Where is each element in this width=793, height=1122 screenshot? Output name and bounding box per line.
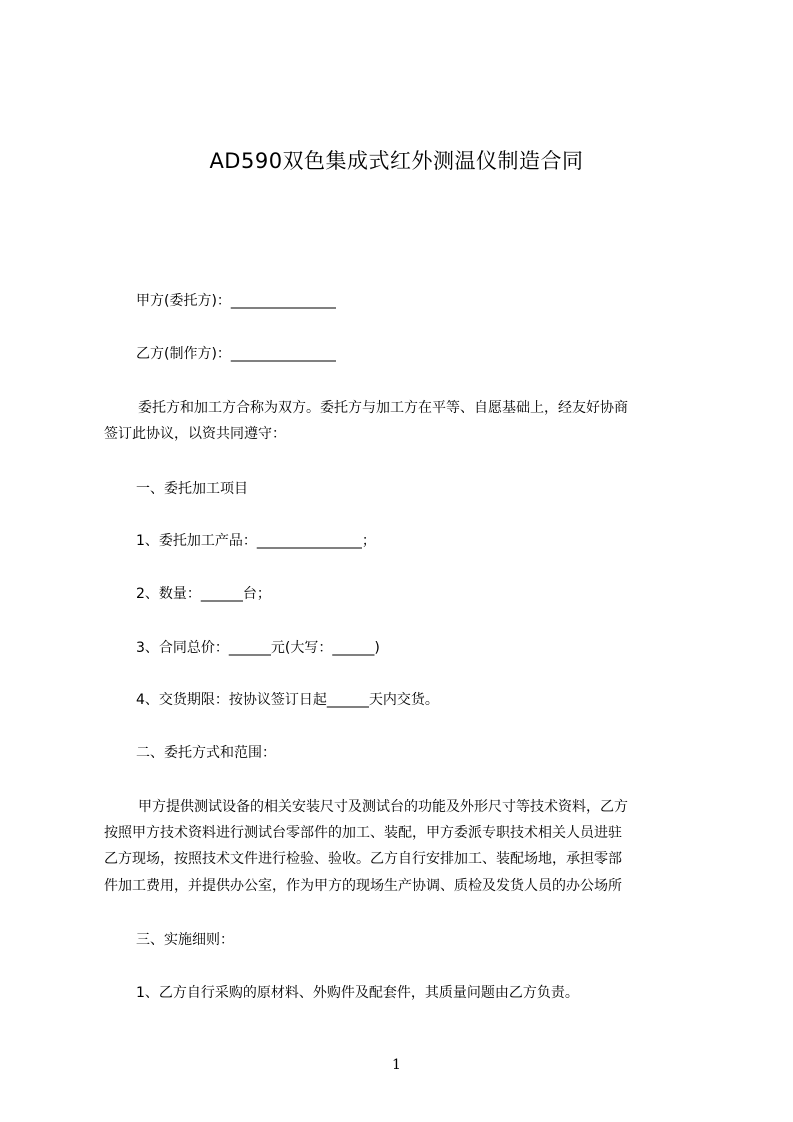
section-heading-2: 二、委托方式和范围： bbox=[136, 745, 276, 761]
detail-item-1: 1、乙方自行采购的原材料、外购件及配套件，其质量问题由乙方负责。 bbox=[136, 985, 579, 1001]
party-b-line: 乙方(制作方)：_______________ bbox=[136, 346, 336, 362]
page-number: 1 bbox=[392, 1057, 401, 1073]
scope-paragraph-line-1: 甲方提供测试设备的相关安装尺寸及测试台的功能及外形尺寸等技术资料，乙方 bbox=[138, 799, 628, 815]
item-delivery-term: 4、交货期限：按协议签订日起______天内交货。 bbox=[136, 692, 439, 708]
document-title: AD590双色集成式红外测温仪制造合同 bbox=[209, 149, 584, 173]
scope-paragraph-line-4: 件加工费用，并提供办公室，作为甲方的现场生产协调、质检及发货人员的办公场所 bbox=[104, 878, 622, 894]
item-total-price: 3、合同总价：______元(大写：______) bbox=[136, 640, 380, 656]
intro-paragraph-line-2: 签订此协议，以资共同遵守： bbox=[104, 426, 286, 442]
item-quantity: 2、数量：______台； bbox=[136, 586, 271, 602]
party-a-line: 甲方(委托方)：_______________ bbox=[136, 293, 336, 309]
section-heading-3: 三、实施细则： bbox=[136, 932, 234, 948]
section-heading-1: 一、委托加工项目 bbox=[136, 481, 248, 497]
scope-paragraph-line-3: 乙方现场，按照技术文件进行检验、验收。乙方自行安排加工、装配场地，承担零部 bbox=[104, 851, 622, 867]
intro-paragraph-line-1: 委托方和加工方合称为双方。委托方与加工方在平等、自愿基础上，经友好协商 bbox=[138, 400, 628, 416]
item-product: 1、委托加工产品：_______________； bbox=[136, 533, 376, 549]
scope-paragraph-line-2: 按照甲方技术资料进行测试台零部件的加工、装配，甲方委派专职技术相关人员进驻 bbox=[104, 825, 622, 841]
